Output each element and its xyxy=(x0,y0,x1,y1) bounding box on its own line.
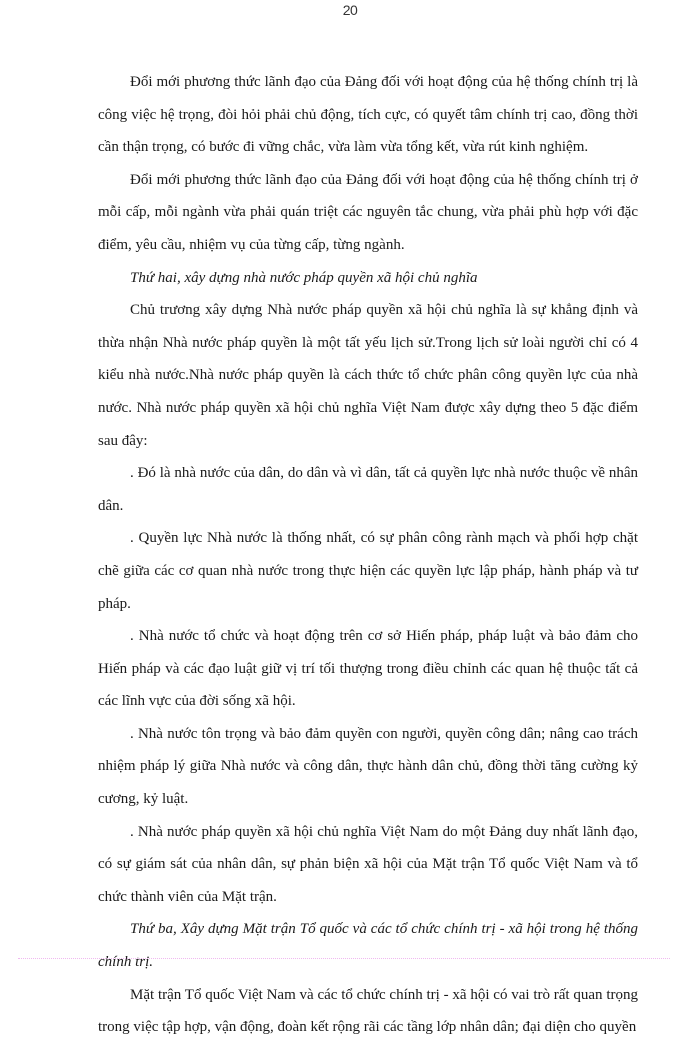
list-item: . Quyền lực Nhà nước là thống nhất, có sự phân công rành mạch và phối hợp chặt chẽ giữa các cơ quan nhà nước trong thực hiện các quyền lực lập pháp, hành pháp và tư pháp. xyxy=(98,530,638,612)
list-item: . Nhà nước tôn trọng và bảo đảm quyền con người, quyền công dân; nâng cao trách nhiệm pháp lý giữa Nhà nước và công dân, thực hành dân chủ, đồng thời tăng cường kỷ cương, kỷ luật. xyxy=(98,725,638,808)
list-item: . Đó là nhà nước của dân, do dân và vì dân, tất cả quyền lực nhà nước thuộc về nhân dân. xyxy=(98,465,638,514)
page-break-rule xyxy=(18,958,670,959)
paragraph: Đổi mới phương thức lãnh đạo của Đảng đối với hoạt động của hệ thống chính trị ở mỗi cấp, mỗi ngành vừa phải quán triệt các nguyên tắc chung, vừa phải phù hợp với đặc điểm, yêu cầu, nhiệm vụ của từng cấp, từng ngành. xyxy=(98,171,638,253)
list-item: . Nhà nước pháp quyền xã hội chủ nghĩa Việt Nam do một Đảng duy nhất lãnh đạo, có sự giám sát của nhân dân, sự phản biện xã hội của Mặt trận Tổ quốc Việt Nam và tổ chức thành viên của Mặt trận. xyxy=(98,823,638,905)
section-heading: Thứ ba, Xây dựng Mặt trận Tổ quốc và các tổ chức chính trị - xã hội trong hệ thống chính trị. xyxy=(98,921,638,971)
page-number: 20 xyxy=(342,2,358,18)
paragraph: Mặt trận Tổ quốc Việt Nam và các tổ chức chính trị - xã hội có vai trò rất quan trọng trong việc tập hợp, vận động, đoàn kết rộng rãi các tầng lớp nhân dân; đại diện cho quyền xyxy=(98,986,638,1036)
document-body xyxy=(98,66,638,1044)
paragraph: Chủ trương xây dựng Nhà nước pháp quyền xã hội chủ nghĩa là sự khẳng định và thừa nhận Nhà nước pháp quyền là một tất yếu lịch sử.Trong lịch sử loài người chỉ có 4 kiểu nhà nước.Nhà nước pháp quyền là cách thức tổ chức phân công quyền lực của nhà nước. Nhà nước pháp quyền xã hội chủ nghĩa Việt Nam được xây dựng theo 5 đặc điểm sau đây: xyxy=(98,302,638,449)
section-heading: Thứ hai, xây dựng nhà nước pháp quyền xã hội chủ nghĩa xyxy=(130,269,478,286)
paragraph: Đổi mới phương thức lãnh đạo của Đảng đối với hoạt động của hệ thống chính trị là công việc hệ trọng, đòi hỏi phải chủ động, tích cực, có quyết tâm chính trị cao, đồng thời cần thận trọng, có bước đi vững chắc, vừa làm vừa tổng kết, vừa rút kinh nghiệm. xyxy=(98,74,638,156)
list-item: . Nhà nước tổ chức và hoạt động trên cơ sở Hiến pháp, pháp luật và bảo đảm cho Hiến pháp và các đạo luật giữ vị trí tối thượng trong điều chỉnh các quan hệ thuộc tất cả các lĩnh vực của đời sống xã hội. xyxy=(98,628,638,710)
